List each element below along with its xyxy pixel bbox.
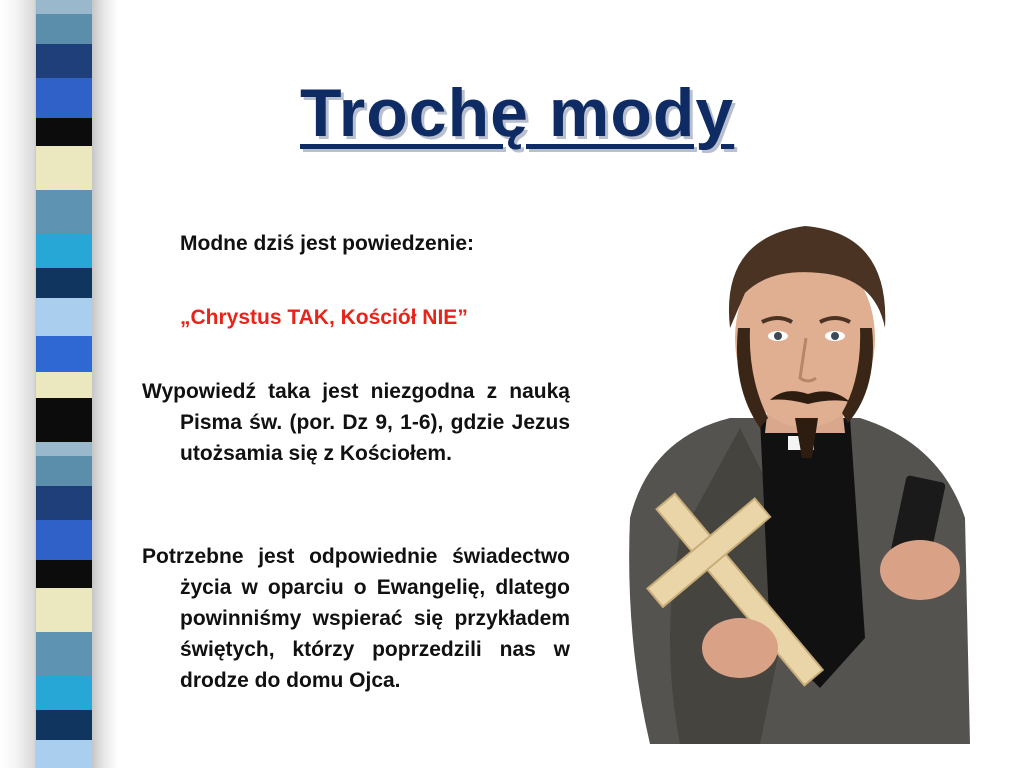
pupil-right — [831, 332, 839, 340]
pupil-left — [774, 332, 782, 340]
hand-right — [880, 540, 960, 600]
slide-title: Trochę mody — [300, 75, 735, 151]
side-strip-edge — [92, 0, 118, 768]
quote-text: „Chrystus TAK, Kościół NIE” — [180, 306, 468, 329]
side-strip-shadow — [0, 0, 36, 768]
hand-left — [702, 618, 778, 678]
paragraph-bullet-2: Potrzebne jest odpowiednie świadectwo życia w oparciu o Ewangelię, dlatego powinniśmy wspierać się przykładem świętych, którzy poprzedzili nas w drodze do domu Ojca. — [142, 545, 570, 692]
man-with-cross-photo — [620, 218, 970, 744]
decorative-side-strip — [36, 0, 92, 768]
intro-text: Modne dziś jest powiedzenie: — [180, 232, 475, 255]
paragraph-bullet-1: Wypowiedź taka jest niezgodna z nauką Pisma św. (por. Dz 9, 1-6), gdzie Jezus utożsamia się z Kościołem. — [142, 380, 570, 465]
